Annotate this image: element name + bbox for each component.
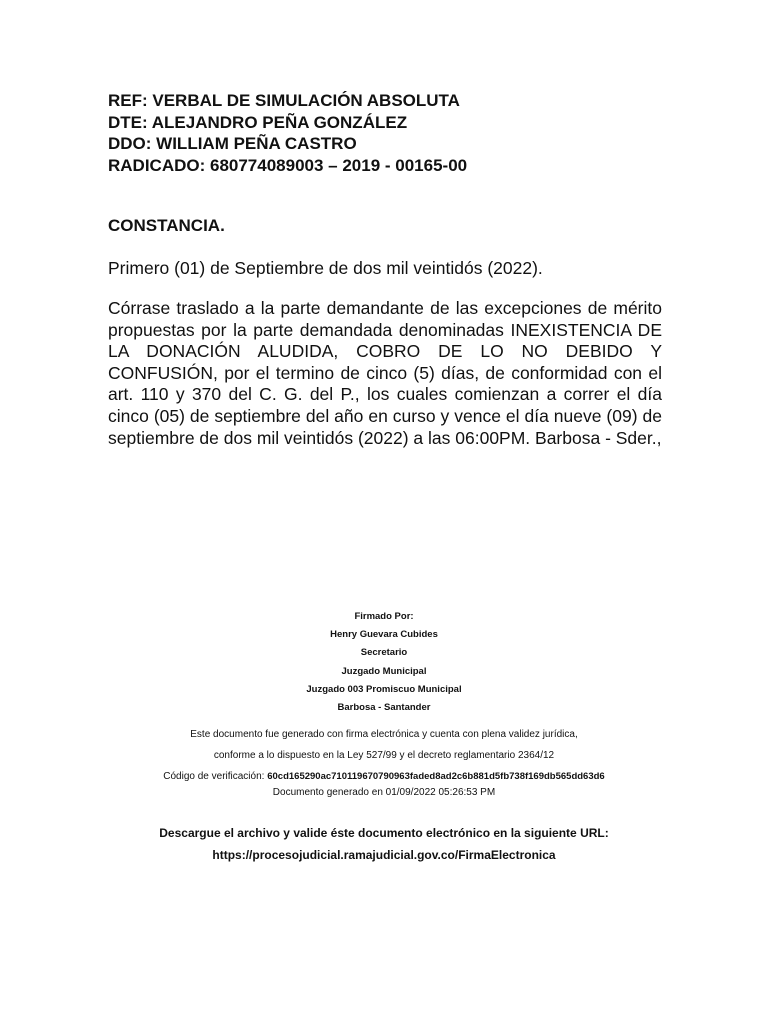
court-type: Juzgado Municipal	[341, 665, 427, 677]
body-paragraph: Córrase traslado a la parte demandante de las excepciones de mérito propuestas por la parte demandada denominadas INEXISTENCIA DE LA DONACIÓN ALUDIDA, COBRO DE LO NO DEBIDO Y CONFUSIÓN, por el termino de cinco (5) días, de conformidad con el art. 110 y 370 del C. G. del P., los cuales comienzan a correr el día cinco (05) de septiembre del año en curso y vence el día nueve (09) de septiembre de dos mil veintidós (2022) a las 06:00PM. Barbosa - Sder.,	[108, 298, 662, 448]
verification-code: 60cd165290ac710119670790963faded8ad2c6b881d5fb738f169db565dd63d6	[267, 771, 605, 783]
download-instructions	[0, 822, 768, 866]
verification-row	[0, 768, 768, 786]
signed-by-label: Firmado Por:	[354, 611, 414, 622]
signer-name: Henry Guevara Cubides	[330, 629, 438, 641]
validation-url[interactable]: https://procesojudicial.ramajudicial.gov.co/FirmaElectronica	[212, 848, 556, 863]
legal-notice-line-2: conforme a lo dispuesto en la Ley 527/99 y el decreto reglamentario 2364/12	[213, 750, 555, 762]
verification-label: Código de verificación:	[163, 771, 265, 783]
electronic-signature-block	[0, 608, 768, 866]
court-name: Juzgado 003 Promiscuo Municipal	[306, 683, 462, 695]
download-text: Descargue el archivo y valide éste documento electrónico en la siguiente URL:	[159, 826, 609, 841]
signer-role: Secretario	[360, 647, 408, 659]
generated-date: Documento generado en 01/09/2022 05:26:53 PM	[272, 787, 496, 799]
constancia-title: CONSTANCIA.	[108, 216, 225, 235]
plaintiff-line: DTE: ALEJANDRO PEÑA GONZÁLEZ	[108, 112, 408, 132]
document-date: Primero (01) de Septiembre de dos mil veintidós (2022).	[108, 258, 543, 278]
case-reference-block	[108, 90, 467, 176]
filing-number-line: RADICADO: 680774089003 – 2019 - 00165-00	[108, 155, 468, 175]
defendant-line: DDO: WILLIAM PEÑA CASTRO	[108, 134, 357, 153]
legal-notice	[0, 724, 768, 766]
legal-notice-line-1: Este documento fue generado con firma electrónica y cuenta con plena validez jurídica,	[190, 729, 578, 741]
court-location: Barbosa - Santander	[337, 702, 431, 714]
ref-line: REF: VERBAL DE SIMULACIÓN ABSOLUTA	[108, 91, 460, 110]
